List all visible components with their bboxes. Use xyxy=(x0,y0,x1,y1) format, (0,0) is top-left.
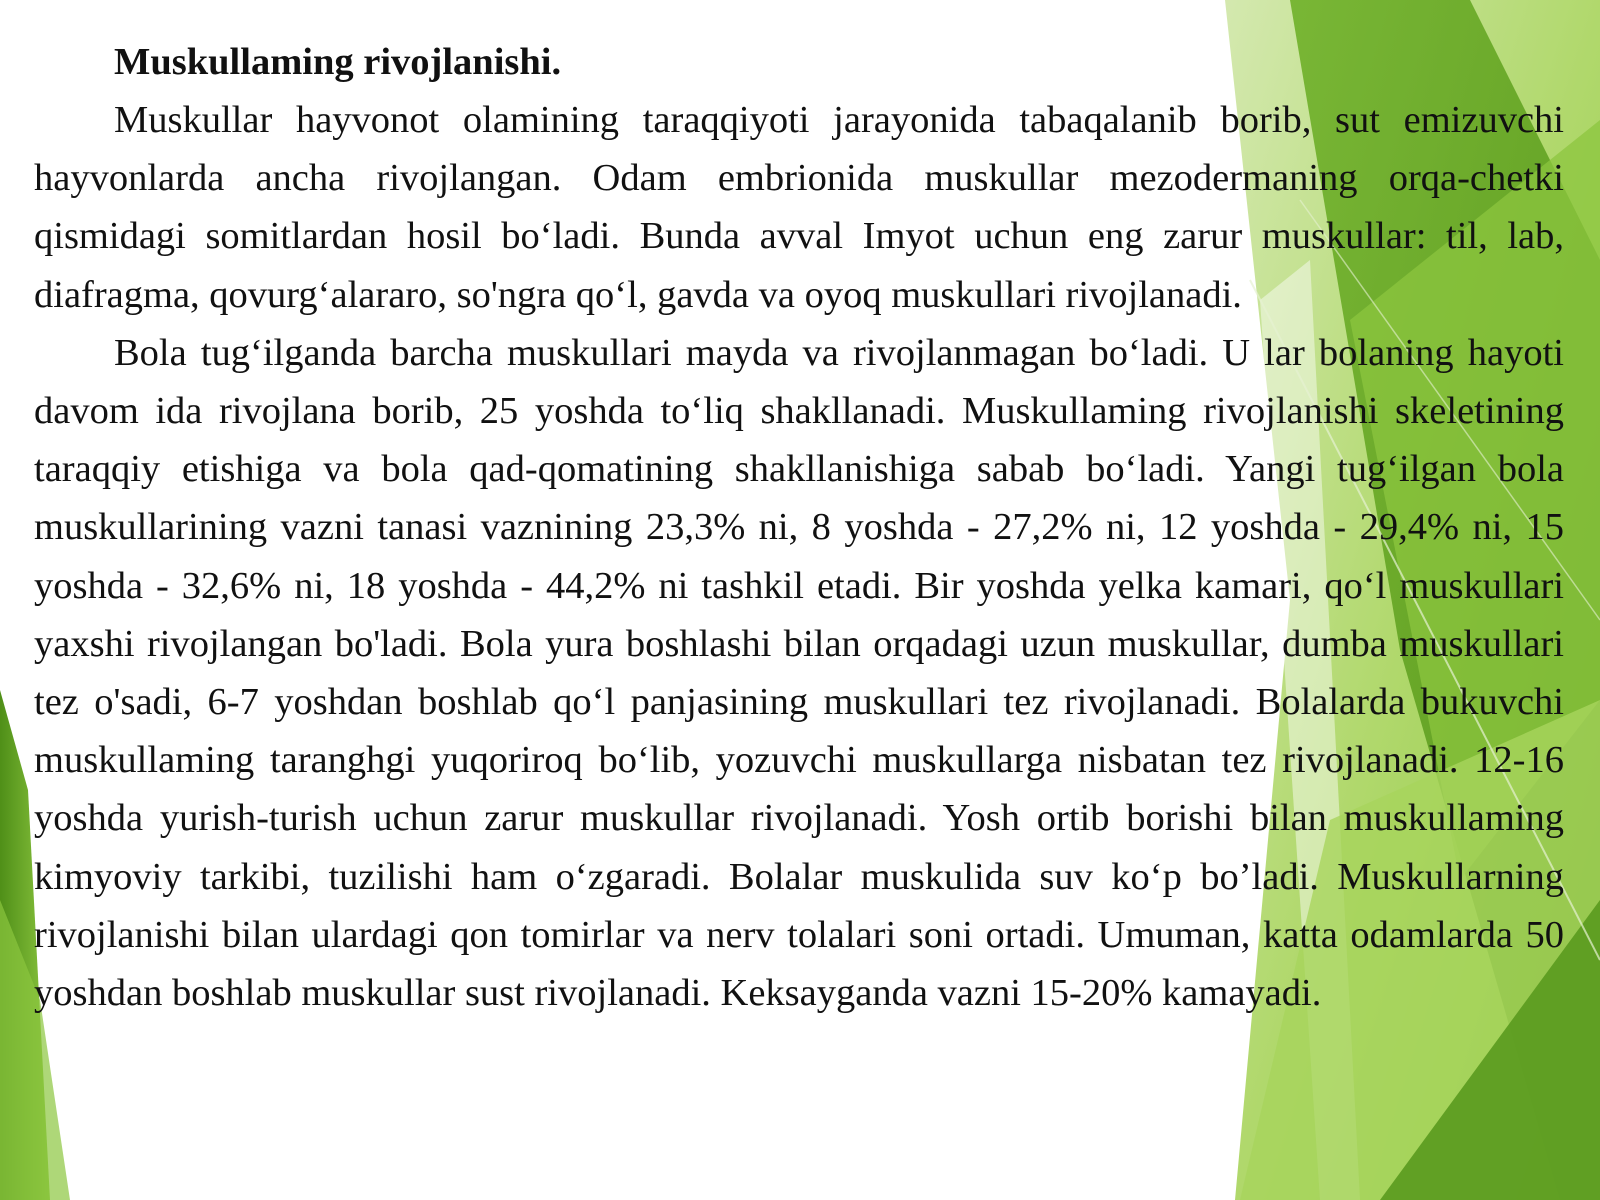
slide-heading: Muskullaming rivojlanishi. xyxy=(114,41,562,83)
paragraph-1: Muskullar hayvonot olamining taraqqiyoti jarayonida tabaqalanib borib, sut emizuvchi hayvonlarda ancha rivojlangan. Odam embrionida muskullar mezodermaning orqa-chetki qismidagi somitlardan hosil bo‘ladi. Bunda avval Imyot uchun eng zarur muskullar: til, lab, diafragma, qovurg‘alararo, so'ngra qo‘l, gavda va oyoq muskullari rivojlanadi. xyxy=(34,99,1564,316)
slide-content xyxy=(34,38,1564,1022)
paragraph-2: Bola tug‘ilganda barcha muskullari mayda va rivojlanmagan bo‘ladi. U lar bolaning hayoti davom ida rivojlana borib, 25 yoshda to‘liq shakllanadi. Muskullaming rivojlanishi skeletining taraqqiy etishiga va bola qad-qomatining shakllanishiga sabab bo‘ladi. Yangi tug‘ilgan bola muskullarining vazni tanasi vaznining 23,3% ni, 8 yoshda - 27,2% ni, 12 yoshda - 29,4% ni, 15 yoshda - 32,6% ni, 18 yoshda - 44,2% ni tashkil etadi. Bir yoshda yelka kamari, qo‘l muskullari yaxshi rivojlangan bo'ladi. Bola yura boshlashi bilan orqadagi uzun muskullar, dumba muskullari tez o'sadi, 6-7 yoshdan boshlab qo‘l panjasining muskullari tez rivojlanadi. Bolalarda bukuvchi muskullaming taranghgi yuqoriroq bo‘lib, yozuvchi muskullarga nisbatan tez rivojlanadi. 12-16 yoshda yurish-turish uchun zarur muskullar rivojlanadi. Yosh ortib borishi bilan muskullaming kimyoviy tarkibi, tuzilishi ham o‘zgaradi. Bolalar muskulida suv ko‘p bo’ladi. Muskullarning rivojlanishi bilan ulardagi qon tomirlar va nerv tolalari soni ortadi. Umuman, katta odamlarda 50 yoshdan boshlab muskullar sust rivojlanadi. Keksayganda vazni 15-20% kamayadi. xyxy=(34,331,1564,1015)
